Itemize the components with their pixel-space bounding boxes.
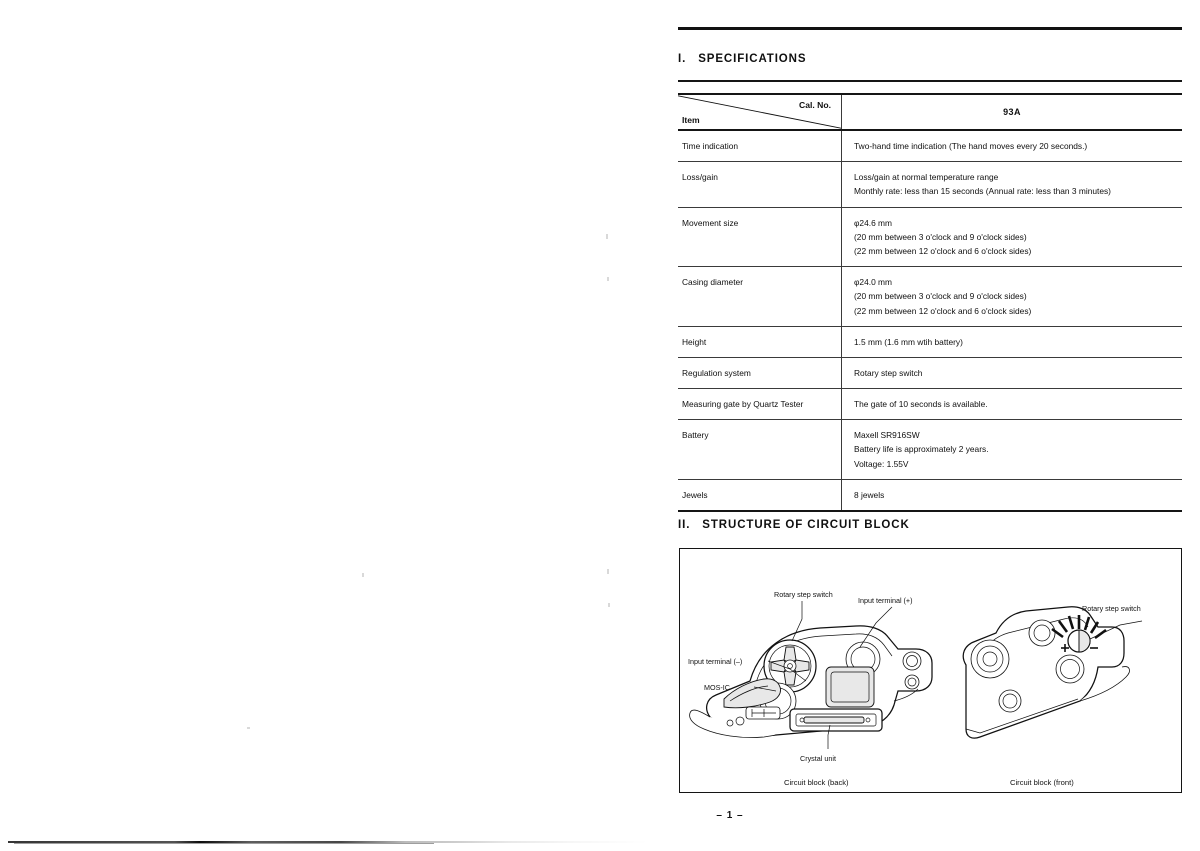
table-cell-item: Regulation system bbox=[682, 367, 751, 378]
table-cell-line: 1.5 mm (1.6 mm wtih battery) bbox=[854, 336, 963, 347]
table-cell-line: Voltage: 1.55V bbox=[854, 458, 909, 469]
table-cell-value bbox=[841, 131, 1182, 161]
section-title: STRUCTURE OF CIRCUIT BLOCK bbox=[702, 519, 910, 531]
table-cell-line: Two-hand time indication (The hand moves every 20 seconds.) bbox=[854, 141, 1088, 151]
section-number: I. bbox=[678, 53, 687, 65]
label-rotary-step-switch-front: Rotary step switch bbox=[1082, 604, 1141, 613]
table-cell-line: (22 mm between 12 o'clock and 6 o'clock sides) bbox=[854, 245, 1032, 256]
table-row bbox=[678, 208, 1182, 268]
page-top-rule bbox=[678, 27, 1182, 30]
table-row bbox=[678, 327, 1182, 358]
table-cell-item: Jewels bbox=[682, 489, 708, 500]
table-row bbox=[678, 131, 1182, 162]
table-row bbox=[678, 480, 1182, 512]
circuit-block-diagram bbox=[680, 549, 1180, 791]
caption-circuit-block-back: Circuit block (back) bbox=[784, 778, 849, 787]
page-number-label: – 1 – bbox=[716, 810, 744, 821]
table-header-row bbox=[678, 95, 1182, 131]
table-cell-line: φ24.0 mm bbox=[854, 277, 893, 288]
circuit-block-diagram-frame bbox=[679, 548, 1182, 793]
table-cell-line: Loss/gain at normal temperature range bbox=[854, 172, 999, 183]
table-header-corner-cell bbox=[678, 95, 841, 129]
table-cell-value bbox=[841, 267, 1182, 326]
table-cell-line: Rotary step switch bbox=[854, 367, 923, 378]
table-cell-item: Measuring gate by Quartz Tester bbox=[682, 399, 804, 410]
table-cell-value bbox=[841, 480, 1182, 510]
table-cell-line: The gate of 10 seconds is available. bbox=[854, 399, 988, 410]
label-mos-ic: MOS-IC bbox=[704, 683, 730, 692]
table-cell-line: 8 jewels bbox=[854, 489, 885, 500]
table-cell-item: Time indication bbox=[682, 141, 739, 151]
table-cell-item: Casing diameter bbox=[682, 277, 743, 288]
scan-speckle bbox=[607, 569, 609, 574]
table-cell-line: Maxell SR916SW bbox=[854, 430, 920, 441]
table-header-item-label: Item bbox=[682, 115, 700, 125]
section-heading-specifications bbox=[678, 53, 806, 65]
table-body bbox=[678, 131, 1182, 512]
rule-under-specifications-heading bbox=[678, 80, 1182, 82]
table-cell-line: (20 mm between 3 o'clock and 9 o'clock sides) bbox=[854, 231, 1027, 242]
table-cell-item: Battery bbox=[682, 430, 709, 441]
circuit-block-back-view bbox=[688, 590, 932, 787]
section-heading-structure bbox=[678, 519, 910, 531]
table-cell-line: φ24.6 mm bbox=[854, 217, 893, 228]
table-cell-value bbox=[841, 162, 1182, 206]
caliber-number: 93A bbox=[1003, 107, 1021, 117]
table-row bbox=[678, 267, 1182, 327]
table-header-cal-no-label: Cal. No. bbox=[799, 100, 831, 110]
table-cell-value bbox=[841, 358, 1182, 388]
table-cell-value bbox=[841, 327, 1182, 357]
table-header-caliber-cell bbox=[841, 95, 1182, 129]
table-cell-value bbox=[841, 389, 1182, 419]
table-cell-line: Battery life is approximately 2 years. bbox=[854, 444, 989, 455]
table-cell-item: Loss/gain bbox=[682, 172, 718, 183]
circuit-block-front-view bbox=[963, 604, 1142, 787]
caption-circuit-block-front: Circuit block (front) bbox=[1010, 778, 1074, 787]
label-rotary-step-switch-back: Rotary step switch bbox=[774, 590, 833, 599]
label-crystal-unit: Crystal unit bbox=[800, 754, 836, 763]
table-cell-item: Height bbox=[682, 336, 707, 347]
scan-speckle bbox=[362, 573, 364, 577]
table-row bbox=[678, 389, 1182, 420]
scan-speckle bbox=[606, 234, 608, 239]
scan-speckle bbox=[607, 277, 609, 281]
table-cell-value bbox=[841, 420, 1182, 479]
scan-speckle bbox=[608, 603, 610, 607]
specifications-table bbox=[678, 95, 1182, 512]
table-row bbox=[678, 420, 1182, 480]
scan-speckle bbox=[247, 727, 250, 729]
label-input-terminal-minus: Input terminal (–) bbox=[688, 657, 743, 666]
scan-edge-artifact-secondary bbox=[14, 843, 434, 844]
section-title: SPECIFICATIONS bbox=[698, 53, 807, 65]
label-input-terminal-plus: Input terminal (+) bbox=[858, 596, 913, 605]
section-number: II. bbox=[678, 519, 691, 531]
table-cell-line: (20 mm between 3 o'clock and 9 o'clock sides) bbox=[854, 291, 1027, 302]
table-cell-line: (22 mm between 12 o'clock and 6 o'clock sides) bbox=[854, 305, 1032, 316]
table-cell-line: Monthly rate: less than 15 seconds (Annual rate: less than 3 minutes) bbox=[854, 186, 1111, 197]
table-cell-item: Movement size bbox=[682, 217, 739, 228]
table-cell-value bbox=[841, 208, 1182, 267]
table-row bbox=[678, 358, 1182, 389]
table-row bbox=[678, 162, 1182, 207]
page-number bbox=[0, 810, 1200, 821]
